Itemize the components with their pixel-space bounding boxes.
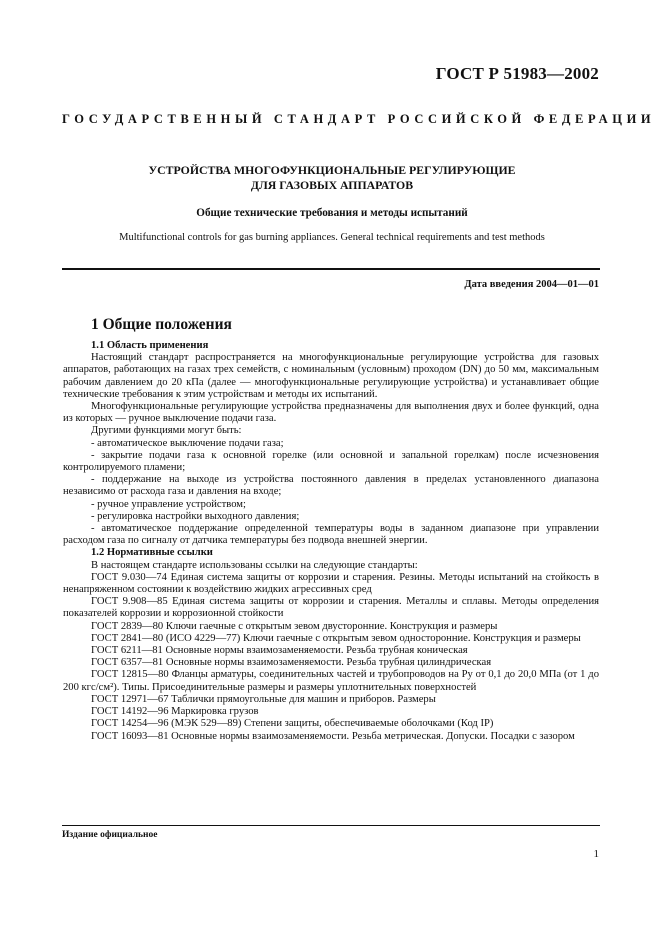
page-number: 1 (593, 848, 599, 860)
reference-item: ГОСТ 12971—67 Таблички прямоугольные для машин и приборов. Размеры (91, 693, 436, 705)
reference-item: ГОСТ 9.908—85 Единая система защиты от коррозии и старения. Металлы и сплавы. Методы определения показателей коррозии и коррозионной стойкости (63, 596, 599, 620)
reference-item: ГОСТ 2839—80 Ключи гаечные с открытым зевом двусторонние. Конструкция и размеры (91, 620, 498, 632)
scope-paragraph: - автоматическое выключение подачи газа; (91, 437, 284, 449)
reference-item: ГОСТ 12815—80 Фланцы арматуры, соединительных частей и трубопроводов на Pу от 0,1 до 20,0 МПа (от 1 до 200 кгс/см²). Типы. Присоединительные размеры и размеры уплотнительных поверхностей (63, 669, 599, 693)
scope-paragraph: Настоящий стандарт распространяется на многофункциональные регулирующие устройства для газовых аппаратов, работающих на газах трех семейств, с номинальным (условным) проходом (DN) до 50 мм, максимальным рабочим давлением до 20 кПа (далее — многофункциональные регулирующие устройства) и устанавливает общие технические требования к этим устройствам и методы их испытаний. (63, 352, 599, 400)
reference-item: ГОСТ 14192—96 Маркировка грузов (91, 706, 259, 718)
reference-item: ГОСТ 6357—81 Основные нормы взаимозаменяемости. Резьба трубная цилиндрическая (91, 657, 492, 669)
reference-item: ГОСТ 14254—96 (МЭК 529—89) Степени защиты, обеспечиваемые оболочками (Код IP) (91, 718, 494, 730)
scope-paragraph: - ручное управление устройством; (91, 498, 246, 510)
introduction-date: Дата введения 2004—01—01 (464, 279, 599, 290)
scope-paragraph: - поддержание на выходе из устройства постоянного давления в пределах установленного диапазона независимо от расхода газа и давления на входе; (63, 474, 599, 498)
title-line-2: ДЛЯ ГАЗОВЫХ АППАРАТОВ (250, 178, 414, 192)
scope-paragraph: - закрытие подачи газа к основной горелке (или основной и запальной горелкам) после исчезновения контролируемого пламени; (63, 449, 599, 474)
section-heading: 1 Общие положения (91, 316, 232, 333)
references-intro: В настоящем стандарте использованы ссылки на следующие стандарты: (91, 559, 418, 571)
english-title: Multifunctional controls for gas burning appliances. General technical requirements and test methods (119, 232, 545, 243)
scope-paragraph: - автоматическое поддержание определенной температуры воды в заданном диапазоне при управлении расходом газа по сигналу от датчика температуры без подвода внешней энергии. (63, 523, 599, 547)
edition-note: Издание официальное (62, 830, 158, 840)
scope-paragraph: Многофункциональные регулирующие устройства предназначены для выполнения двух и более функций, одна из которых — ручное выключение подачи газа. (63, 401, 599, 425)
reference-item: ГОСТ 9.030—74 Единая система защиты от коррозии и старения. Резины. Методы испытаний на стойкость в ненапряженном состоянии к воздействию жидких агрессивных сред (63, 571, 599, 596)
state-standard-banner: ГОСУДАРСТВЕННЫЙ СТАНДАРТ РОССИЙСКОЙ ФЕДЕРАЦИИ (62, 112, 656, 126)
header-divider (62, 268, 600, 270)
scope-paragraph: - регулировка настройки выходного давления; (91, 510, 300, 522)
title-line-1: УСТРОЙСТВА МНОГОФУНКЦИОНАЛЬНЫЕ РЕГУЛИРУЮЩИЕ (148, 163, 516, 177)
main-content (63, 316, 599, 743)
references-list (63, 571, 599, 743)
reference-item: ГОСТ 6211—81 Основные нормы взаимозаменяемости. Резьба трубная коническая (91, 645, 468, 657)
scope-paragraph: Другими функциями могут быть: (91, 425, 242, 437)
scope-paragraphs (63, 352, 599, 547)
subsection-heading-references: 1.2 Нормативные ссылки (91, 547, 213, 559)
document-subtitle: Общие технические требования и методы испытаний (196, 207, 468, 219)
document-title (62, 163, 602, 193)
reference-item: ГОСТ 16093—81 Основные нормы взаимозаменяемости. Резьба метрическая. Допуски. Посадки с зазором (91, 730, 575, 742)
document-number: ГОСТ Р 51983—2002 (435, 64, 599, 83)
subsection-heading-scope: 1.1 Область применения (91, 340, 209, 351)
reference-item: ГОСТ 2841—80 (ИСО 4229—77) Ключи гаечные с открытым зевом односторонние. Конструкция и размеры (91, 632, 581, 644)
footer-divider (62, 825, 600, 826)
